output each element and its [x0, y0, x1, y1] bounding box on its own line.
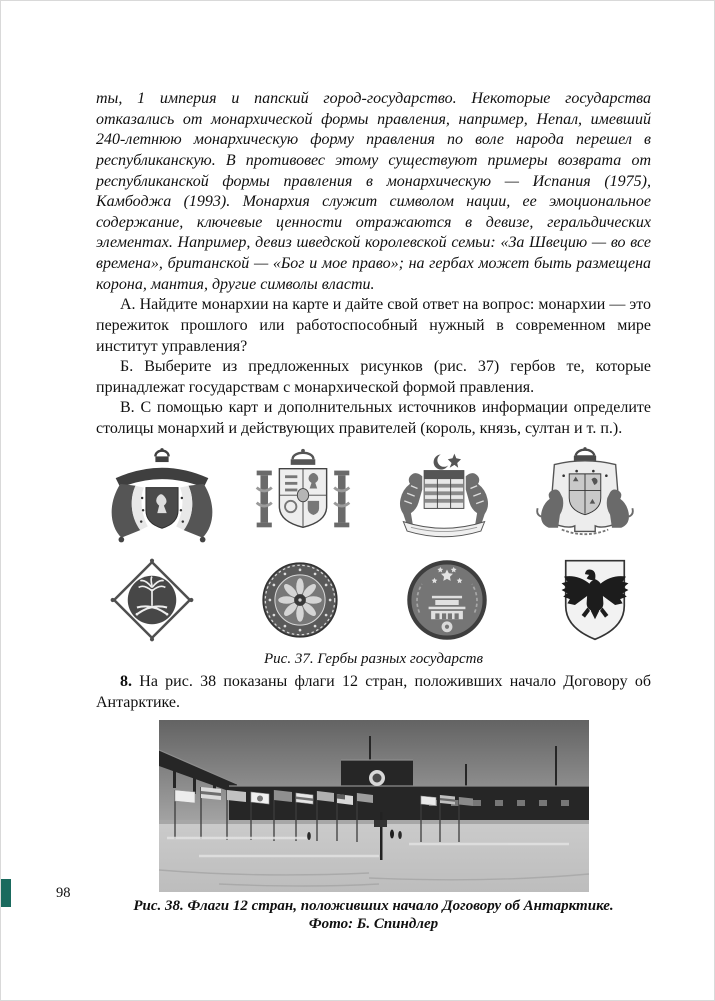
emblem-palm-swords — [96, 554, 208, 646]
figure37-caption: Рис. 37. Гербы разных государств — [264, 650, 483, 667]
mantle-and-crown-arms-icon — [96, 446, 228, 550]
star-and-gate-round-emblem-icon — [391, 554, 503, 646]
figure37-emblems-row1 — [96, 446, 651, 550]
emblem-mantle-crown — [96, 446, 228, 550]
intro-paragraph: ты, 1 империя и папский город-государство. Некоторые государства отказались от монархической формы правления, например, Непал, имевший 240-летнюю монархическую форму правления по воле народа перешел в республиканскую. В противовес этому существуют примеры возврата от республиканской формы правления в монархическую — Испания (1975), Камбоджа (1993). Монархия служит символом нации, ее эмоциональное содержание, ключевые ценности отражаются в девизе, геральдических элементах. Например, девиз шведской королевской семьи: «За Швецию — во все времена», британской — «Бог и мое право»; на гербах может быть размещена корона, мантия, другие символы власти. — [96, 90, 651, 293]
task-b: Б. Выберите из предложенных рисунков (рис. 37) гербов те, которые принадлежат государствам с монархической формой правления. — [96, 358, 651, 396]
task-v: В. С помощью карт и дополнительных источников информации определите столицы монархий и действующих правителей (король, князь, султан и т. п.). — [96, 399, 651, 437]
emblem-tiger-supporters — [378, 446, 510, 550]
lion-supporters-ermine-mantle-arms-icon — [519, 446, 651, 550]
page-number: 98 — [56, 885, 71, 901]
pillars-and-crowned-shield-arms-icon — [237, 446, 369, 550]
figure38-credit: Фото: Б. Спиндлер — [308, 916, 439, 933]
page-content — [96, 89, 651, 934]
emblem-black-eagle — [539, 554, 651, 646]
emblem-round-seal — [244, 554, 356, 646]
antarctica-flags-photo — [159, 720, 589, 892]
ornate-round-seal-emblem-icon — [244, 554, 356, 646]
page-accent-bar — [1, 879, 11, 907]
black-eagle-shield-arms-icon — [539, 554, 651, 646]
task-8-number: 8. — [120, 673, 132, 691]
task-8 — [96, 672, 651, 713]
task-a: А. Найдите монархии на карте и дайте свой ответ на вопрос: монархии — это пережиток прошлого или работоспособный нужный в современном мире институт управления? — [96, 296, 651, 355]
palm-and-crossed-swords-diamond-emblem-icon — [96, 554, 208, 646]
emblem-spain-style — [237, 446, 369, 550]
emblem-star-gate — [391, 554, 503, 646]
tiger-supporters-arms-icon — [378, 446, 510, 550]
emblem-lion-supporters — [519, 446, 651, 550]
figure38-caption: Рис. 38. Флаги 12 стран, положивших начало Договору об Антарктике. — [133, 897, 614, 914]
task-8-text: На рис. 38 показаны флаги 12 стран, положивших начало Договору об Антарктике. — [96, 673, 651, 711]
figure37-emblems-row2 — [96, 554, 651, 646]
